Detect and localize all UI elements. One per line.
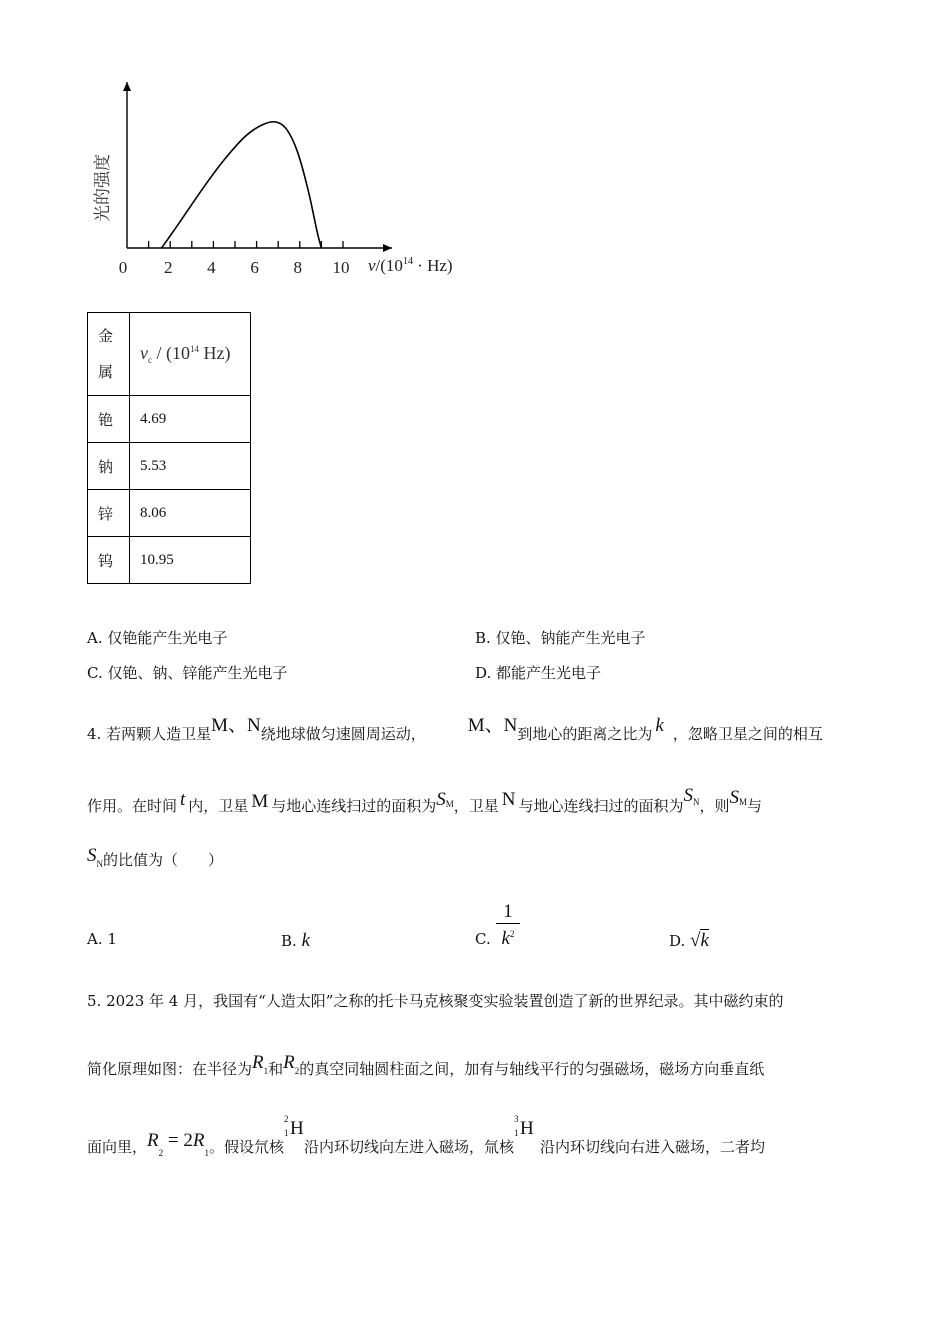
x-tick-label: 6 bbox=[250, 258, 259, 277]
q5-line-2: 简化原理如图：在半径为R1和R2的真空同轴圆柱面之间，加有与轴线平行的匀强磁场，磁场方向垂直纸 bbox=[87, 1052, 765, 1078]
q4-line-2: 作用。在时间 t 内，卫星 M 与地心连线扫过的面积为$S^M$，卫星 N 与地心连线扫过的面积为$S^N$，则$S^M$与 bbox=[87, 785, 763, 815]
q3-option-d: D. 都能产生光电子 bbox=[475, 664, 602, 682]
triton-symbol: 3 1 H bbox=[513, 1114, 534, 1139]
sqrt-symbol: √ bbox=[690, 930, 701, 951]
y-axis-label: 光的强度 bbox=[93, 154, 113, 222]
x-axis-label: $\nu/(10^{14} \cdot Hz)$ bbox=[368, 256, 453, 275]
q4-option-d: D. √k bbox=[669, 930, 709, 951]
x-tick-label: 4 bbox=[207, 258, 216, 277]
header-metal-cell: 金 属 bbox=[88, 313, 130, 396]
header-frequency-cell: $\nu_c / (10^{14}$ Hz) bbox=[130, 313, 251, 396]
intensity-frequency-chart bbox=[80, 70, 480, 300]
q5-line-3: 面向里，$R_2 = 2R_1$。假设氘核 2 1 H 沿内环切线向左进入磁场，氚核 3 1 H 沿内环切线向右进入磁场，二者均 bbox=[87, 1114, 765, 1158]
q5-line-1: 5. 2023 年 4 月，我国有“人造太阳”之称的托卡马克核聚变实验装置创造了新的世界纪录。其中磁约束的 bbox=[87, 992, 784, 1010]
q3-option-a: A. 仅铯能产生光电子 bbox=[87, 629, 228, 647]
q4-option-b: B. k bbox=[281, 930, 311, 951]
x-tick-label: 8 bbox=[293, 258, 303, 277]
q4-option-a: A. 1 bbox=[87, 930, 117, 948]
table-row: 钨 10.95 bbox=[88, 537, 251, 584]
q4-line-3: $S_N$的比值为（ ） bbox=[87, 845, 224, 869]
x-tick-label: 0 bbox=[118, 258, 128, 277]
q4-line-1: 4. 若两颗人造卫星M、N绕地球做匀速圆周运动， M、N到地心的距离之比为 k ，忽略卫星之间的相互 bbox=[87, 715, 823, 743]
q4-option-c: C. bbox=[475, 930, 491, 948]
x-tick-label: 2 bbox=[163, 258, 173, 277]
q3-option-b: B. 仅铯、钠能产生光电子 bbox=[475, 629, 646, 647]
table-header-row bbox=[88, 313, 251, 396]
table-row: 锌 8.06 bbox=[88, 490, 251, 537]
x-tick-label: 10 bbox=[332, 258, 350, 277]
intensity-curve bbox=[162, 122, 322, 248]
table-row: 铯 4.69 bbox=[88, 396, 251, 443]
deuteron-symbol: 2 1 H bbox=[283, 1114, 304, 1139]
metal-threshold-table bbox=[87, 312, 251, 584]
q4-option-c-fraction: 1 $k^2$ bbox=[496, 902, 520, 950]
q3-option-c: C. 仅铯、钠、锌能产生光电子 bbox=[87, 664, 288, 682]
table-row: 钠 5.53 bbox=[88, 443, 251, 490]
